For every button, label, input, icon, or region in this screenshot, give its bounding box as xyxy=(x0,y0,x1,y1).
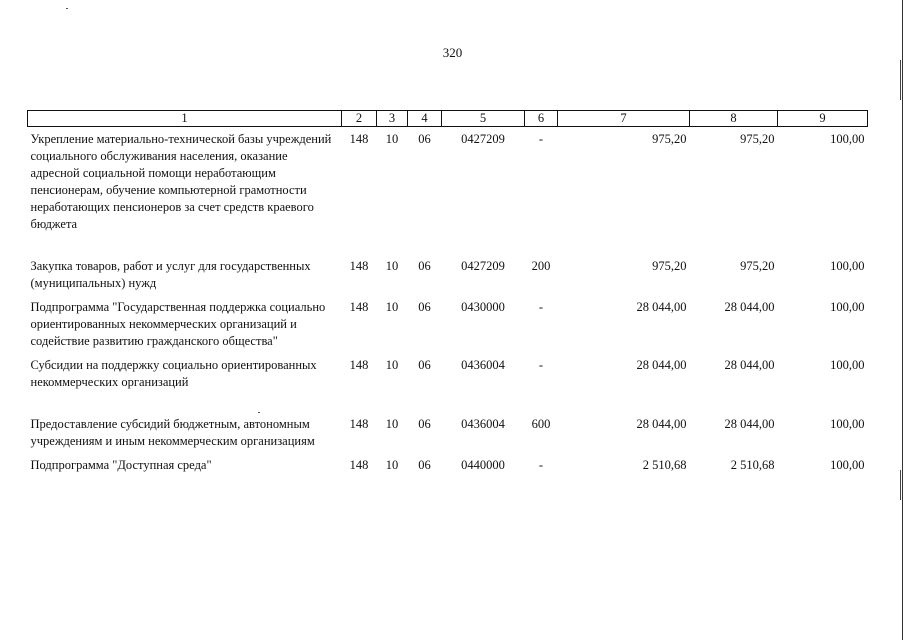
column-header: 8 xyxy=(690,111,778,127)
row-subsection-code: 06 xyxy=(418,458,431,472)
scan-edge-mark xyxy=(900,470,901,500)
row-ministry-code: 148 xyxy=(349,417,369,431)
row-value-9: 100,00 xyxy=(830,458,865,472)
row-ministry-code: 148 xyxy=(349,458,369,472)
row-section-code: 10 xyxy=(385,259,399,273)
row-value-7: 975,20 xyxy=(652,132,687,146)
row-ministry-code: 148 xyxy=(349,358,369,372)
column-header: 4 xyxy=(408,111,442,127)
row-subsection-code: 06 xyxy=(418,417,431,431)
row-ministry-code: 148 xyxy=(349,259,369,273)
row-subsection-code: 06 xyxy=(418,358,431,372)
page-number: 320 xyxy=(442,45,463,60)
row-value-9: 100,00 xyxy=(830,417,865,431)
row-expense-type: 600 xyxy=(531,417,551,431)
column-header: 7 xyxy=(558,111,690,127)
column-header: 2 xyxy=(342,111,377,127)
row-name: Субсидии на поддержку социально ориентированных некоммерческих организаций xyxy=(30,358,317,389)
row-value-9: 100,00 xyxy=(830,300,865,314)
row-target-code: 0430000 xyxy=(461,300,505,314)
row-expense-type: - xyxy=(538,300,544,314)
row-value-9: 100,00 xyxy=(830,132,865,146)
row-subsection-code: 06 xyxy=(418,132,431,146)
row-section-code: 10 xyxy=(385,417,399,431)
scan-edge-line xyxy=(902,0,903,640)
table-row xyxy=(28,353,868,394)
row-value-7: 28 044,00 xyxy=(636,417,687,431)
table-row xyxy=(28,127,868,237)
row-target-code: 0427209 xyxy=(461,259,505,273)
row-value-8: 28 044,00 xyxy=(724,300,775,314)
table-row xyxy=(28,236,868,295)
row-section-code: 10 xyxy=(385,132,399,146)
row-expense-type: - xyxy=(538,458,544,472)
column-header: 6 xyxy=(525,111,558,127)
row-value-8: 975,20 xyxy=(740,132,775,146)
row-expense-type: - xyxy=(538,358,544,372)
row-value-8: 975,20 xyxy=(740,259,775,273)
table-row xyxy=(28,295,868,353)
row-value-7: 28 044,00 xyxy=(636,358,687,372)
row-value-8: 28 044,00 xyxy=(724,417,775,431)
row-section-code: 10 xyxy=(385,300,399,314)
row-value-8: 2 510,68 xyxy=(730,458,775,472)
row-subsection-code: 06 xyxy=(418,300,431,314)
row-name: Подпрограмма "Доступная среда" xyxy=(30,458,212,472)
row-value-7: 975,20 xyxy=(652,259,687,273)
row-target-code: 0436004 xyxy=(461,358,505,372)
row-subsection-code: 06 xyxy=(418,259,431,273)
row-target-code: 0436004 xyxy=(461,417,505,431)
table-row xyxy=(28,394,868,453)
row-value-7: 2 510,68 xyxy=(642,458,687,472)
row-name: Укрепление материально-технической базы учреждений социального обслуживания населения, оказание адресной социальной помощи неработающим пенсионерам, обучение компьютерной грамотности неработающих пенсионеров за счет средств краевого бюджета xyxy=(30,132,332,231)
row-ministry-code: 148 xyxy=(349,132,369,146)
row-section-code: 10 xyxy=(385,358,399,372)
row-target-code: 0440000 xyxy=(461,458,505,472)
row-value-7: 28 044,00 xyxy=(636,300,687,314)
column-header: 3 xyxy=(377,111,408,127)
row-ministry-code: 148 xyxy=(349,300,369,314)
scan-speck xyxy=(66,8,68,9)
column-header: 9 xyxy=(778,111,868,127)
row-value-9: 100,00 xyxy=(830,358,865,372)
column-header: 1 xyxy=(28,111,342,127)
row-name: Закупка товаров, работ и услуг для государственных (муниципальных) нужд xyxy=(30,259,311,290)
row-section-code: 10 xyxy=(385,458,399,472)
budget-table xyxy=(27,110,868,477)
table-header-row xyxy=(28,111,868,127)
row-expense-type: 200 xyxy=(531,259,551,273)
row-name: Подпрограмма "Государственная поддержка социально ориентированных некоммерческих организаций и содействие развитию гражданского общества" xyxy=(30,300,326,348)
table-row xyxy=(28,453,868,477)
row-value-8: 28 044,00 xyxy=(724,358,775,372)
row-value-9: 100,00 xyxy=(830,259,865,273)
row-target-code: 0427209 xyxy=(461,132,505,146)
row-expense-type: - xyxy=(538,132,544,146)
column-header: 5 xyxy=(442,111,525,127)
row-name: Предоставление субсидий бюджетным, автономным учреждениям и иным некоммерческим организациям xyxy=(30,417,315,448)
scan-edge-mark xyxy=(900,60,901,100)
